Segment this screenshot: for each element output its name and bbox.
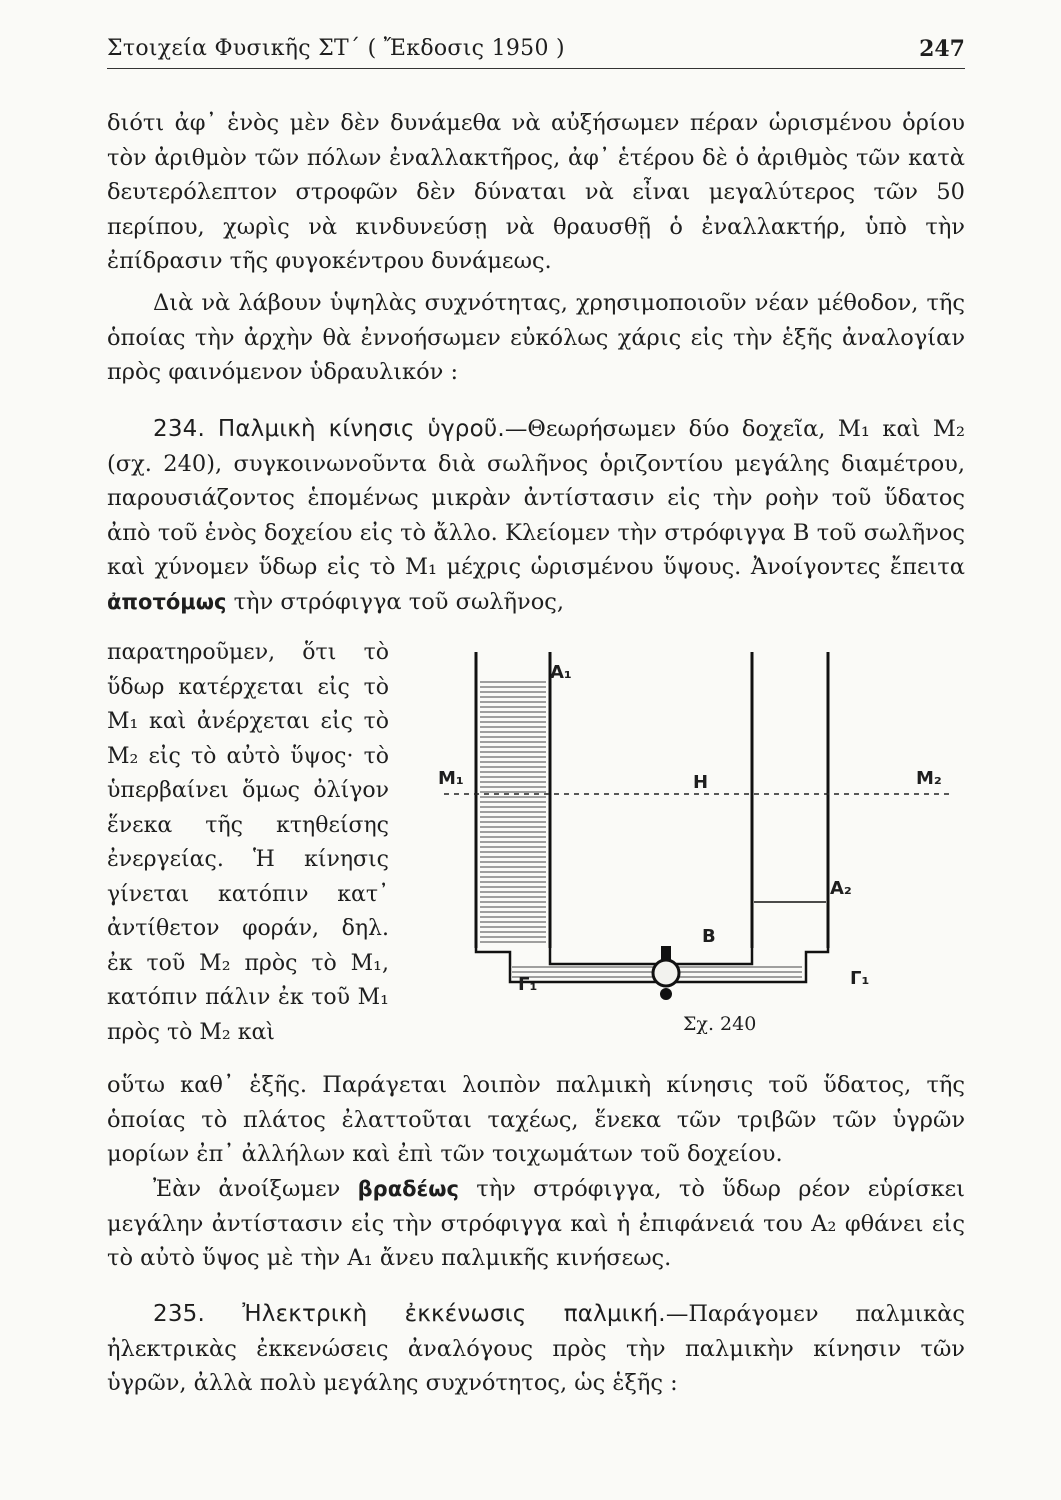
paragraph-text-pre: Ἐὰν ἀνοίξωμεν	[153, 1176, 358, 1202]
section-235	[107, 1297, 965, 1401]
page-header	[107, 30, 965, 69]
paragraph-method	[107, 286, 965, 390]
paragraph-after-figure	[107, 1068, 965, 1172]
emphasis-slowly: βραδέως	[357, 1177, 459, 1201]
stopcock-base	[660, 988, 672, 1000]
paragraph-beside-figure	[107, 636, 389, 1050]
pipe-inner-right	[700, 948, 752, 964]
section-title: 235. Ἠλεκτρικὴ ἐκκένωσις παλμική.	[153, 1301, 666, 1327]
label-a2: A₂	[830, 878, 852, 899]
paragraph-text: οὕτω καθ᾿ ἑξῆς. Παράγεται λοιπὸν παλμικὴ κίνησις τοῦ ὕδατος, τῆς ὁποίας τὸ πλάτος ἐλαττοῦται ταχέως, ἕνεκα τῶν τριβῶν τῶν ὑγρῶν μορίων ἐπ᾿ ἀλλήλων καὶ ἐπὶ τῶν τοιχωμάτων τοῦ δοχείου.	[107, 1072, 965, 1167]
stopcock-handle	[661, 946, 671, 960]
paragraph-intro	[107, 106, 965, 279]
emphasis-abruptly: ἀποτόμως	[107, 589, 227, 614]
label-m1: M₁	[438, 768, 464, 789]
book-title: Στοιχεία Φυσικῆς ΣΤ΄ ( Ἔκδοσις 1950 )	[107, 36, 565, 61]
section-title: 234. Παλμικὴ κίνησις ὑγροῦ.	[153, 416, 505, 442]
label-m2: M₂	[916, 768, 942, 789]
section-body: —Θεωρήσωμεν δύο δοχεῖα, Μ₁ καὶ Μ₂ (σχ. 240), συγκοινωνοῦντα διὰ σωλῆνος ὁριζοντίου μεγάλης διαμέτρου, παρουσιάζοντος ἑπομένως μικρὰν ἀντίστασιν εἰς τὴν ροὴν τοῦ ὕδατος ἀπὸ τοῦ ἑνὸς δοχείου εἰς τὸ ἄλλο. Κλείομεν τὴν στρόφιγγα Β τοῦ σωλῆνος καὶ χύνομεν ὕδωρ εἰς τὸ Μ₁ μέχρις ὡρισμένου ὕψους. Ἀνοίγοντες ἔπειτα	[107, 416, 965, 580]
section-body: —Παράγομεν παλμικὰς ἠλεκτρικὰς ἐκκενώσεις ἀναλόγους πρὸς τὴν παλμικὴν κίνησιν τῶν ὑγρῶν, ἀλλὰ πολὺ μεγάλης συχνότητος, ὡς ἑξῆς :	[107, 1301, 966, 1396]
paragraph-text: παρατηροῦμεν, ὅτι τὸ ὕδωρ κατέρχεται εἰς τὸ Μ₁ καὶ ἀνέρχεται εἰς τὸ Μ₂ εἰς τὸ αὐτὸ ὕψος· τὸ ὑπερβαίνει ὅμως ὀλίγον ἕνεκα τῆς κτηθείσης ἐνεργείας. Ἡ κίνησις γίνεται κατόπιν κατ᾿ ἀντίθετον φοράν, δηλ. ἐκ τοῦ Μ₂ πρὸς τὸ Μ₁, κατόπιν πάλιν ἐκ τοῦ Μ₁ πρὸς τὸ Μ₂ καὶ	[107, 640, 389, 1045]
section-body-tail: τὴν στρόφιγγα τοῦ σωλῆνος,	[226, 588, 565, 615]
stopcock	[653, 960, 679, 986]
label-h: H	[693, 772, 709, 793]
pipe-inner-left	[550, 948, 630, 964]
label-b: B	[702, 926, 716, 947]
label-a1: A₁	[550, 662, 572, 683]
label-g-left: Γ₁	[518, 974, 538, 995]
section-234	[107, 412, 965, 619]
paragraph-text: διότι ἀφ᾿ ἑνὸς μὲν δὲν δυνάμεθα νὰ αὐξήσωμεν πέραν ὡρισμένου ὁρίου τὸν ἀριθμὸν τῶν πόλων ἐναλλακτῆρος, ἀφ᾿ ἑτέρου δὲ ὁ ἀριθμὸς τῶν κατὰ δευτερόλεπτον στροφῶν δὲν δύναται νὰ εἶναι μεγαλύτερος τῶν 50 περίπου, χωρὶς νὰ κινδυνεύσῃ νὰ θραυσθῇ ὁ ἐναλλακτήρ, ὑπὸ τὴν ἐπίδρασιν τῆς φυγοκέντρου δυνάμεως.	[107, 110, 965, 274]
label-g-right: Γ₁	[850, 968, 870, 989]
paragraph-text-post: τὴν στρόφιγγα, τὸ ὕδωρ ρέον εὑρίσκει μεγάλην ἀντίστασιν εἰς τὴν στρόφιγγα καὶ ἡ ἐπιφάνειά του Α₂ φθάνει εἰς τὸ αὐτὸ ὕψος μὲ τὴν Α₁ ἄνευ παλμικῆς κινήσεως.	[107, 1176, 965, 1271]
figure-caption: Σχ. 240	[683, 1013, 757, 1035]
paragraph-slow-opening	[107, 1172, 965, 1276]
water-left	[480, 680, 546, 944]
figure-240	[430, 640, 970, 1040]
paragraph-text: Διὰ νὰ λάβουν ὑψηλὰς συχνότητας, χρησιμοποιοῦν νέαν μέθοδον, τῆς ὁποίας τὴν ἀρχὴν θὰ ἐννοήσωμεν εὐκόλως χάρις εἰς τὴν ἑξῆς ἀναλογίαν πρὸς φαινόμενον ὑδραυλικόν :	[107, 290, 965, 385]
page-number: 247	[919, 36, 965, 62]
vessels-diagram	[430, 640, 970, 1040]
